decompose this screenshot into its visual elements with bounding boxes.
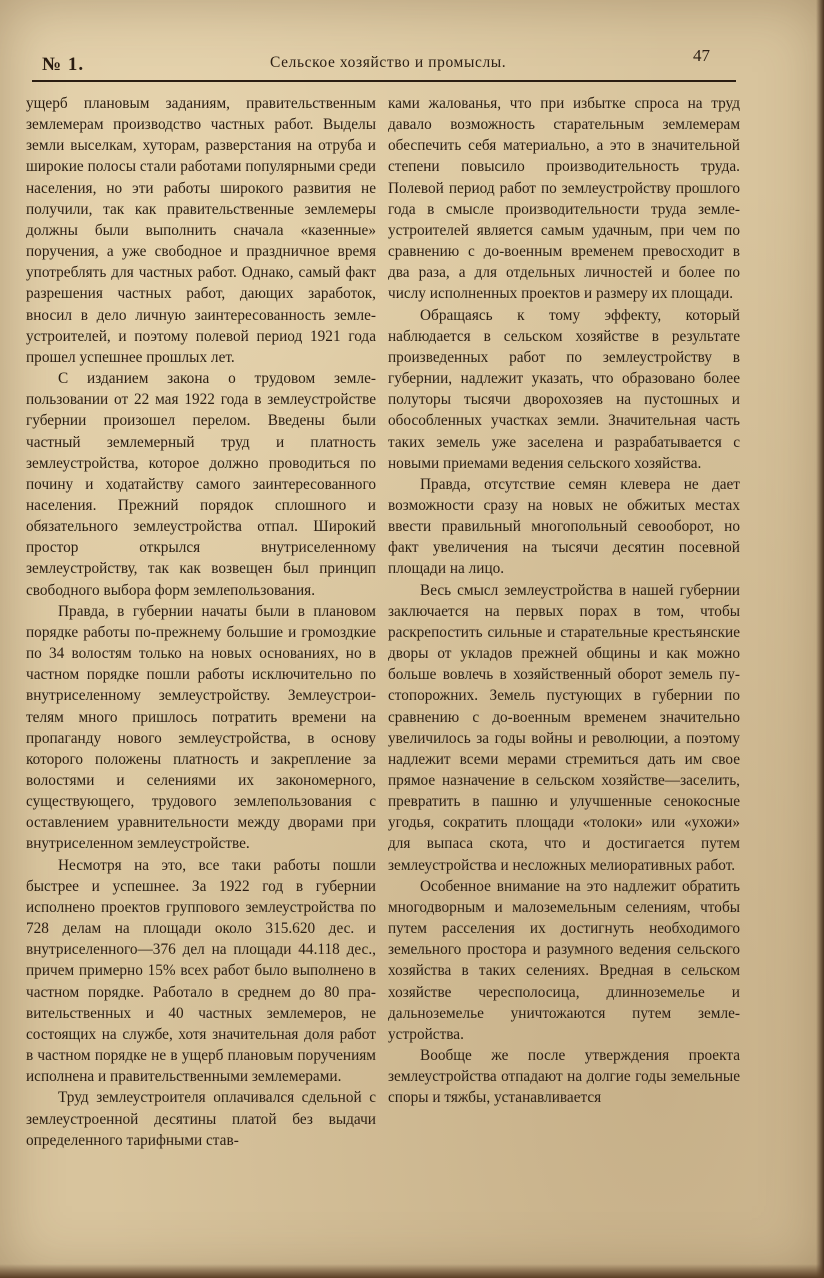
paragraph: С изданием закона о трудовом землепользовании от 22 мая 1922 года в землеустройстве губернии произошел перелом. Введены были частный землемерный труд и платность землеустройства, которое должно проводиться по почину и ходатайству самого заинтересованного населения. Прежний порядок сплошного и обязательного землеустройства отпал. Широкий простор открылся внутриселенному землеустройству, так как возвещен был принцип свободного выбора форм землепользования. <box>26 370 376 599</box>
paragraph: Труд землеустроителя оплачивался сдельной с землеустроенной десятины платой без выдачи определенного тарифными став- <box>26 1089 376 1149</box>
right-column <box>388 93 740 1243</box>
header-rule <box>32 80 736 82</box>
paragraph: Правда, отсутствие семян клевера не дает возможности сразу на новых не обжитых местах ввести правильный многопольный севооборот, но факт увеличения на тысячи десятин посевной площади на лицо. <box>388 475 740 578</box>
paragraph: Особенное внимание на это надлежит обратить многодворным и малоземельным селениям, чтобы путем расселения их достигнуть необходимого земельного простора и разумного ведения сельского хозяйства в таких селениях. Вредная в сельском хозяйстве чересполосица, длинноземелье и дальноземелье уничтожаются путем землеустройства. <box>388 877 740 1043</box>
page-bottom-shadow <box>0 1264 824 1278</box>
page-number: 47 <box>693 46 710 65</box>
issue-number: № 1. <box>42 54 85 75</box>
paragraph: Вообще же после утверждения проекта землеустройства отпадают на долгие годы земельные споры и тяжбы, устанавливается <box>388 1047 740 1107</box>
left-column <box>26 93 376 1243</box>
paragraph: Обращаясь к тому эффекту, который наблюдается в сельском хозяйстве в результате произведенных работ по землеустройству в губернии, надлежит указать, что образовано более полуторы тысячи дворохозяев на пустошных и обособленных участках земли. Значительная часть таких земель уже заселена и разрабатывается с новыми приемами ведения сельского хозяйства. <box>388 306 740 472</box>
journal-title: Сельское хозяйство и промыслы. <box>270 54 507 71</box>
paragraph: ущерб плановым заданиям, правительственным землемерам производство частных работ. Выделы земли выселкам, хуторам, разверстания на отруба и широкие полосы стали работами популярными среди населения, но эти работы широкого развития не получили, так как правительственные землемеры должны были выполнить сначала «казенные» поручения, а уже свободное и праздничное время употреблять для частных работ. Однако, самый факт разрешения частных работ, дающих заработок, вносил в дело личную заинтересованность землеустроителей, и поэтому полевой период 1921 года прошел успешнее прошлых лет. <box>26 95 376 366</box>
paragraph: Весь смысл землеустройства в нашей губернии заключается на первых порах в том, чтобы раскрепостить сильные и старательные крестьянские дворы от укладов прежней общины и как можно больше вовлечь в хозяйственный оборот земель пустопорожних. Земель пустующих в губернии по сравнению с до-военным временем значительно увеличилось за годы войны и революции, а поэтому надлежит всеми мерами стремиться дать им свое прямое назначение в сельском хозяйстве—заселить, превратить в пашню и улучшенные сенокосные угодья, сократить площади «толоки» или «ухожи» для выпаса скота, что и достигается путем землеустройства и несложных мелиоративных работ. <box>388 581 740 874</box>
page-edge-shadow <box>816 0 824 1278</box>
running-head <box>30 46 740 76</box>
paragraph: Правда, в губернии начаты были в плановом порядке работы по-прежнему большие и громоздкие по 34 волостям только на новых основаниях, но в частном порядке пошли работы исключительно по внутриселенному землеустройству. Землеустроителям много пришлось потратить времени на пропаганду нового землеустройства, в основу которого положены платность и закрепление за волостями и селениями их закономерного, существующего, трудового землепользования с оставлением уравнительности между дворами при внутриселенном землеустройстве. <box>26 602 376 853</box>
paragraph: Несмотря на это, все таки работы пошли быстрее и успешнее. За 1922 год в губернии исполнено проектов группового землеустройства по 728 делам на площади около 315.620 дес. и внутриселенного—376 дел на площади 44.118 дес., причем примерно 15% всех работ было выполнено в частном порядке. Работало в среднем до 80 правительственных и 40 частных землемеров, не состоящих на службе, хотя значительная доля работ в частном порядке не в ущерб плановым поручениям исполнена и правительственными землемерами. <box>26 856 376 1086</box>
paragraph: ками жалованья, что при избытке спроса на труд давало возможность старательным землемерам обеспечить себя материально, а это в значительной степени повысило производительность труда. Полевой период работ по землеустройству прошлого года в смысле производительности труда землеустроителей является самым удачным, при чем по сравнению с до-военным временем превосходит в два раза, а для отдельных личностей и более по числу исполненных проектов и размеру их площади. <box>388 95 740 303</box>
